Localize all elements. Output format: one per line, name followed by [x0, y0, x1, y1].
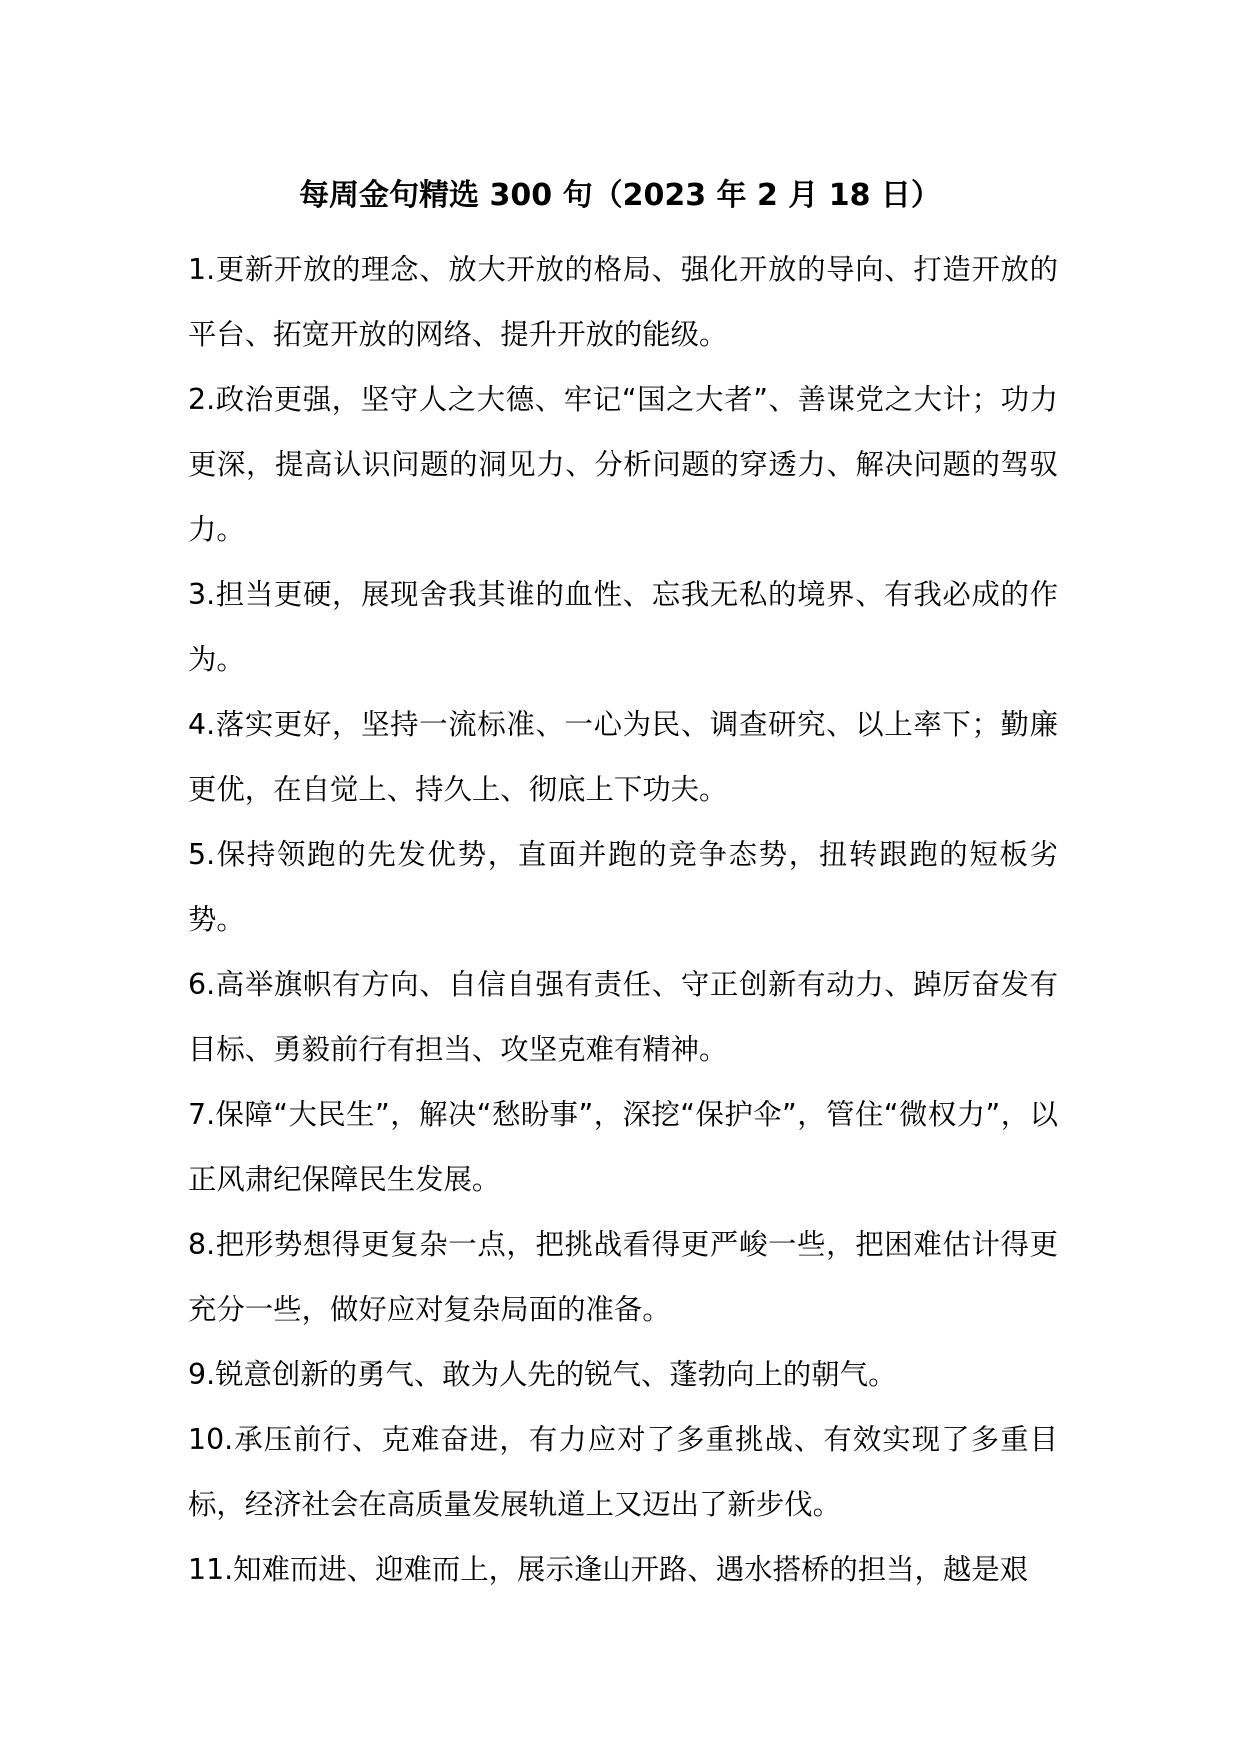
- quote-item: 4.落实更好，坚持一流标准、一心为民、调查研究、以上率下；勤廉更优，在自觉上、持久上、彻底上下功夫。: [188, 708, 1058, 806]
- document-title: 每周金句精选 300 句（2023 年 2 月 18 日）: [299, 178, 941, 213]
- quote-item: 2.政治更强，坚守人之大德、牢记“国之大者”、善谋党之大计；功力更深，提高认识问题的洞见力、分析问题的穿透力、解决问题的驾驭力。: [188, 383, 1058, 546]
- quote-item: 5.保持领跑的先发优势，直面并跑的竞争态势，扭转跟跑的短板劣势。: [188, 838, 1058, 936]
- quote-item: 8.把形势想得更复杂一点，把挑战看得更严峻一些，把困难估计得更充分一些，做好应对复杂局面的准备。: [188, 1228, 1058, 1326]
- quote-item: 9.锐意创新的勇气、敢为人先的锐气、蓬勃向上的朝气。: [188, 1358, 897, 1391]
- quote-item: 1.更新开放的理念、放大开放的格局、强化开放的导向、打造开放的平台、拓宽开放的网络、提升开放的能级。: [188, 253, 1058, 351]
- quote-item: 3.担当更硬，展现舍我其谁的血性、忘我无私的境界、有我必成的作为。: [188, 578, 1058, 676]
- quote-item: 6.高举旗帜有方向、自信自强有责任、守正创新有动力、踔厉奋发有目标、勇毅前行有担当、攻坚克难有精神。: [188, 968, 1058, 1066]
- quote-list: [188, 237, 1058, 1602]
- quote-item: 10.承压前行、克难奋进，有力应对了多重挑战、有效实现了多重目标，经济社会在高质量发展轨道上又迈出了新步伐。: [188, 1423, 1058, 1521]
- quote-item: 11.知难而进、迎难而上，展示逢山开路、遇水搭桥的担当，越是艰: [188, 1553, 1029, 1586]
- quote-item: 7.保障“大民生”，解决“愁盼事”，深挖“保护伞”，管住“微权力”，以正风肃纪保障民生发展。: [188, 1098, 1058, 1196]
